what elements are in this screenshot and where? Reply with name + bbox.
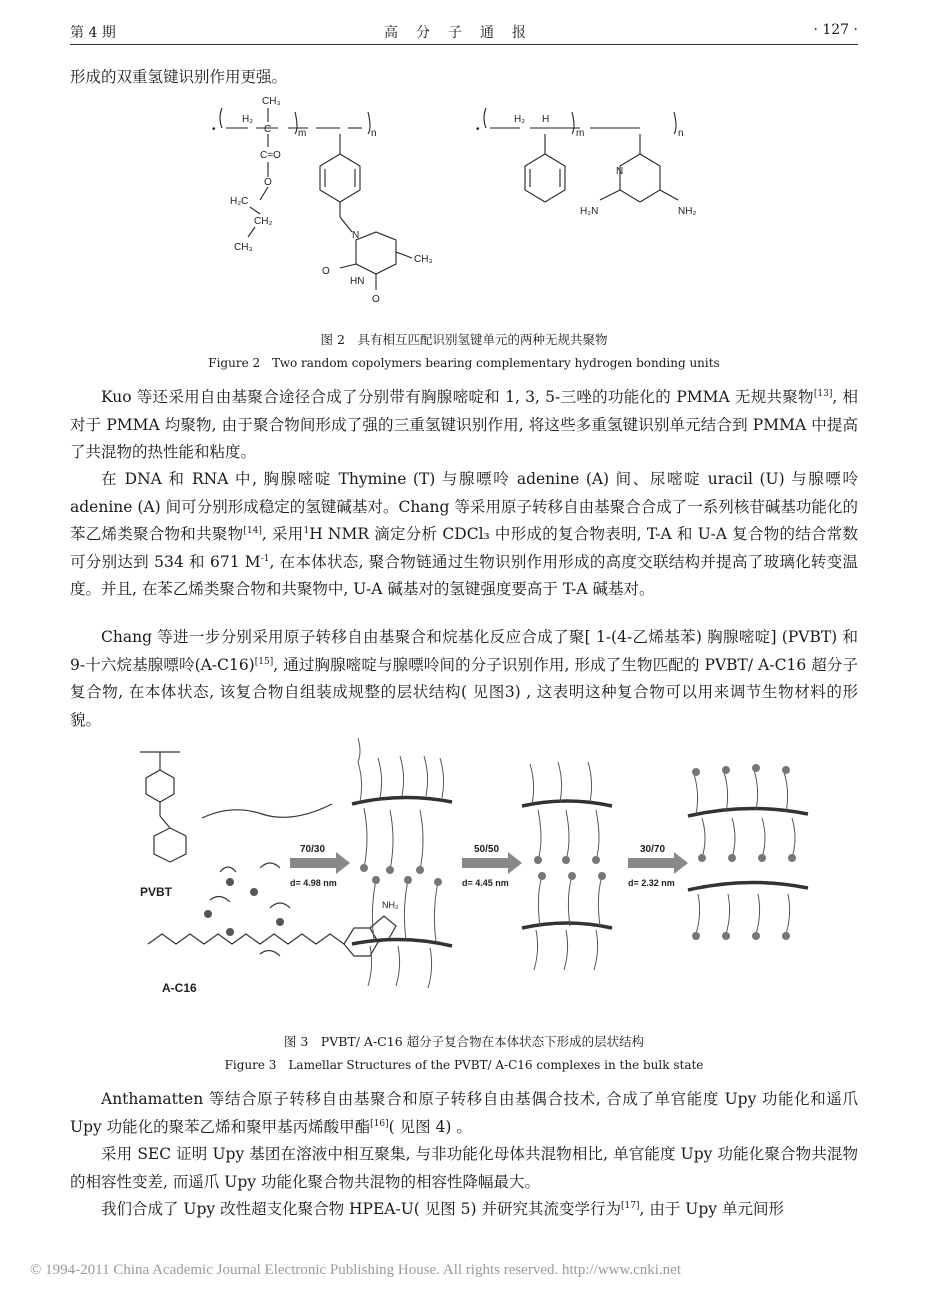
citation-14: [14] [243,526,262,536]
citation-15: [15] [254,656,274,667]
svg-text:30/70: 30/70 [640,844,666,855]
label-h2n: H₂N [580,206,599,217]
label-hn: HN [350,276,365,287]
figure-3-lamellar [130,732,830,1024]
label-o-left: O [322,266,330,277]
paragraph-1: Kuo 等还采用自由基聚合途径合成了分别带有胸腺嘧啶和 1, 3, 5-三唑的功能化的 PMMA 无规共聚物[13], 相对于 PMMA 均聚物, 由于聚合物间形成了强的三重氢键识别作用, 将这些多重氢键识别单元结合到 PMMA 中提高了共混物的热性能和粘度。 [70,388,858,461]
citation-17: [17] [621,1201,640,1211]
label-n-triazine: N [616,166,624,177]
figure-3-caption-en: Figure 3 Lamellar Structures of the PVBT/ A-C16 complexes in the bulk state [224,1058,704,1072]
label-h2: H₂ [242,114,254,125]
label-h-right: H [542,114,550,125]
copyright-footer: © 1994-2011 China Academic Journal Electronic Publishing House. All rights reserved. http://www.cnki.net [30,1262,682,1278]
header-rule [70,44,858,45]
label-n-right: n [678,128,684,139]
figure-3-caption-cn: 图 3 PVBT/ A-C16 超分子复合物在本体状态下形成的层状结构 [283,1034,645,1049]
citation-13: [13] [813,389,833,399]
svg-text:d= 4.45 nm: d= 4.45 nm [462,878,509,888]
label-nh2: NH₂ [678,206,697,217]
page-number: · 127 · [813,22,858,38]
paragraph-6: 我们合成了 Upy 改性超支化聚合物 HPEA-U( 见图 5) 并研究其流变学行为[17], 由于 Upy 单元间形 [101,1200,784,1218]
figure-2-caption-cn: 图 2 具有相互匹配识别氢键单元的两种无规共聚物 [320,332,608,347]
label-o: O [264,177,272,188]
label-c: C [264,124,272,135]
label-ch3-end: CH₃ [234,242,253,253]
label-h2c: H₂C [230,196,249,207]
label-ch3-thymine: CH₃ [414,254,433,265]
journal-title: 高分子通报 [384,25,544,41]
paragraph-4: Anthamatten 等结合原子转移自由基聚合和原子转移自由基偶合技术, 合成了单官能度 Upy 功能化和遥爪 Upy 功能化的聚苯乙烯和聚甲基丙烯酸甲酯[16]( 见图 4) 。 [70,1090,858,1136]
pvbt-label: PVBT [140,885,173,899]
label-m: m [298,128,307,139]
arrow-3 [628,844,688,888]
paragraph-2: 在 DNA 和 RNA 中, 胸腺嘧啶 Thymine (T) 与腺嘌呤 adenine (A) 间、尿嘧啶 uracil (U) 与腺嘌呤 adenine (A) 间可分别形成稳定的氢键碱基对。Chang 等采用原子转移自由基聚合合成了一系列核苷碱基功能化的苯乙烯类聚合物和共聚物[14], 采用$^1$H NMR 滴定分析 CDCl₃ 中形成的复合物表明, T-A 和 U-A 复合物的结合常数可分别达到 534 和 671 $M^{-1}$, 在本体状态, 聚合物链通过生物识别作用形成的高度交联结构并提高了玻璃化转变温度。并且, 在苯乙烯类聚合物和共聚物中, U-A 碱基对的氢键强度要高于 T-A 碱基对。 [70,470,859,598]
issue-number: 第 4 期 [70,25,116,41]
arrow-2 [462,844,522,888]
label-c-o: C=O [260,150,281,161]
paragraph-5: 采用 SEC 证明 Upy 基团在溶液中相互聚集, 与非功能化母体共混物相比, 单官能度 Upy 功能化聚合物共混物的相容性变差, 而遥爪 Upy 功能化聚合物共混物的相容性降幅最大。 [70,1145,858,1191]
label-o-bottom: O [372,294,380,305]
label-n: n [371,128,377,139]
page-header [70,18,858,42]
arrow-1 [290,844,350,888]
svg-text:•: • [476,124,480,135]
figure-2-caption-en: Figure 2 Two random copolymers bearing complementary hydrogen bonding units [208,356,720,370]
svg-text:70/30: 70/30 [300,844,326,855]
ac16-label: A-C16 [162,981,197,995]
svg-text:50/50: 50/50 [474,844,500,855]
label-m-right: m [576,128,585,139]
svg-text:d= 4.98 nm: d= 4.98 nm [290,878,337,888]
paragraph-0: 形成的双重氢键识别作用更强。 [70,68,288,86]
label-ch2: CH₂ [254,216,273,227]
label-ch3: CH₃ [262,96,281,107]
svg-text:d= 2.32 nm: d= 2.32 nm [628,878,675,888]
citation-16: [16] [370,1118,389,1129]
figure-2-structures [200,92,740,322]
paragraph-3: Chang 等进一步分别采用原子转移自由基聚合和烷基化反应合成了聚[ 1-(4-乙烯基苯) 胸腺嘧啶] (PVBT) 和 9-十六烷基腺嘌呤(A-C16)[15], 通过胸腺嘧啶与腺嘌呤间的分子识别作用, 形成了生物匹配的 PVBT/ A-C16 超分子复合物, 在本体状态, 该复合物自组装成规整的层状结构( 见图3) , 这表明这种复合物可以用来调节生物材料的形貌。 [70,628,858,729]
label-h2-right: H₂ [514,114,526,125]
label-n-thymine: N [352,230,360,241]
svg-text:•: • [212,124,216,135]
nh2-label: NH₂ [382,900,399,910]
